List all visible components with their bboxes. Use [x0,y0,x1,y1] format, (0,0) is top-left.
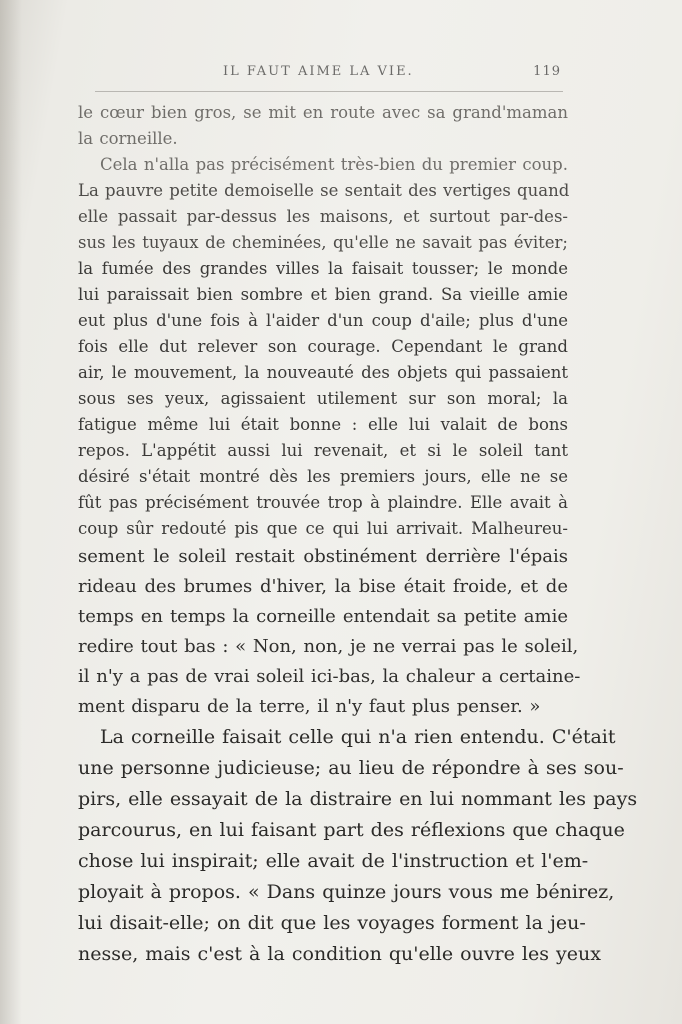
text-line: elle passait par-dessus les maisons, et surtout par-des- [78,207,568,226]
text-line: il n'y a pas de vrai soleil ici-bas, la chaleur a certaine- [78,666,581,687]
text-line: sement le soleil restait obstinément derrière l'épais [78,546,568,567]
page-number: 119 [533,64,561,79]
text-line: pirs, elle essayait de la distraire en lui nommant les pays [78,788,638,810]
text-line: La pauvre petite demoiselle se sentait des vertiges quand [78,181,570,200]
text-line: la fumée des grandes villes la faisait tousser; le monde [78,259,568,278]
spine-shadow [0,0,22,1024]
body-text [78,100,638,970]
text-line: chose lui inspirait; elle avait de l'instruction et l'em- [78,850,589,872]
text-line: coup sûr redouté pis que ce qui lui arrivait. Malheureu- [78,519,568,538]
text-line: ployait à propos. « Dans quinze jours vous me bénirez, [78,881,615,903]
text-line: une personne judicieuse; au lieu de répondre à ses sou- [78,757,624,779]
text-line: fatigue même lui était bonne : elle lui valait de bons [78,415,568,434]
text-line: redire tout bas : « Non, non, je ne verrai pas le soleil, [78,636,579,657]
text-line: la corneille. [78,129,178,148]
text-line: Cela n'alla pas précisément très-bien du premier coup. [100,155,568,174]
header-rule [95,91,563,92]
running-head [95,64,565,84]
text-line: désiré s'était montré dès les premiers jours, elle ne se [78,467,568,486]
running-head-title: IL FAUT AIME LA VIE. [223,64,414,79]
text-line: parcourus, en lui faisant part des réflexions que chaque [78,819,625,841]
text-line: La corneille faisait celle qui n'a rien entendu. C'était [100,726,616,748]
text-line: sus les tuyaux de cheminées, qu'elle ne savait pas éviter; [78,233,568,252]
text-line: air, le mouvement, la nouveauté des objets qui passaient [78,363,568,382]
text-line: repos. L'appétit aussi lui revenait, et si le soleil tant [78,441,568,460]
text-line: temps en temps la corneille entendait sa petite amie [78,606,568,627]
text-line: lui disait-elle; on dit que les voyages forment la jeu- [78,912,586,934]
text-line: sous ses yeux, agissaient utilement sur son moral; la [78,389,568,408]
text-line: fût pas précisément trouvée trop à plaindre. Elle avait à [78,493,568,512]
text-line: lui paraissait bien sombre et bien grand. Sa vieille amie [78,285,568,304]
text-line: ment disparu de la terre, il n'y faut plus penser. » [78,696,541,717]
text-line: rideau des brumes d'hiver, la bise était froide, et de [78,576,568,597]
text-line: le cœur bien gros, se mit en route avec sa grand'maman [78,103,568,122]
text-line: nesse, mais c'est à la condition qu'elle ouvre les yeux [78,943,601,965]
text-line: fois elle dut relever son courage. Cependant le grand [78,337,568,356]
text-line: eut plus d'une fois à l'aider d'un coup d'aile; plus d'une [78,311,568,330]
